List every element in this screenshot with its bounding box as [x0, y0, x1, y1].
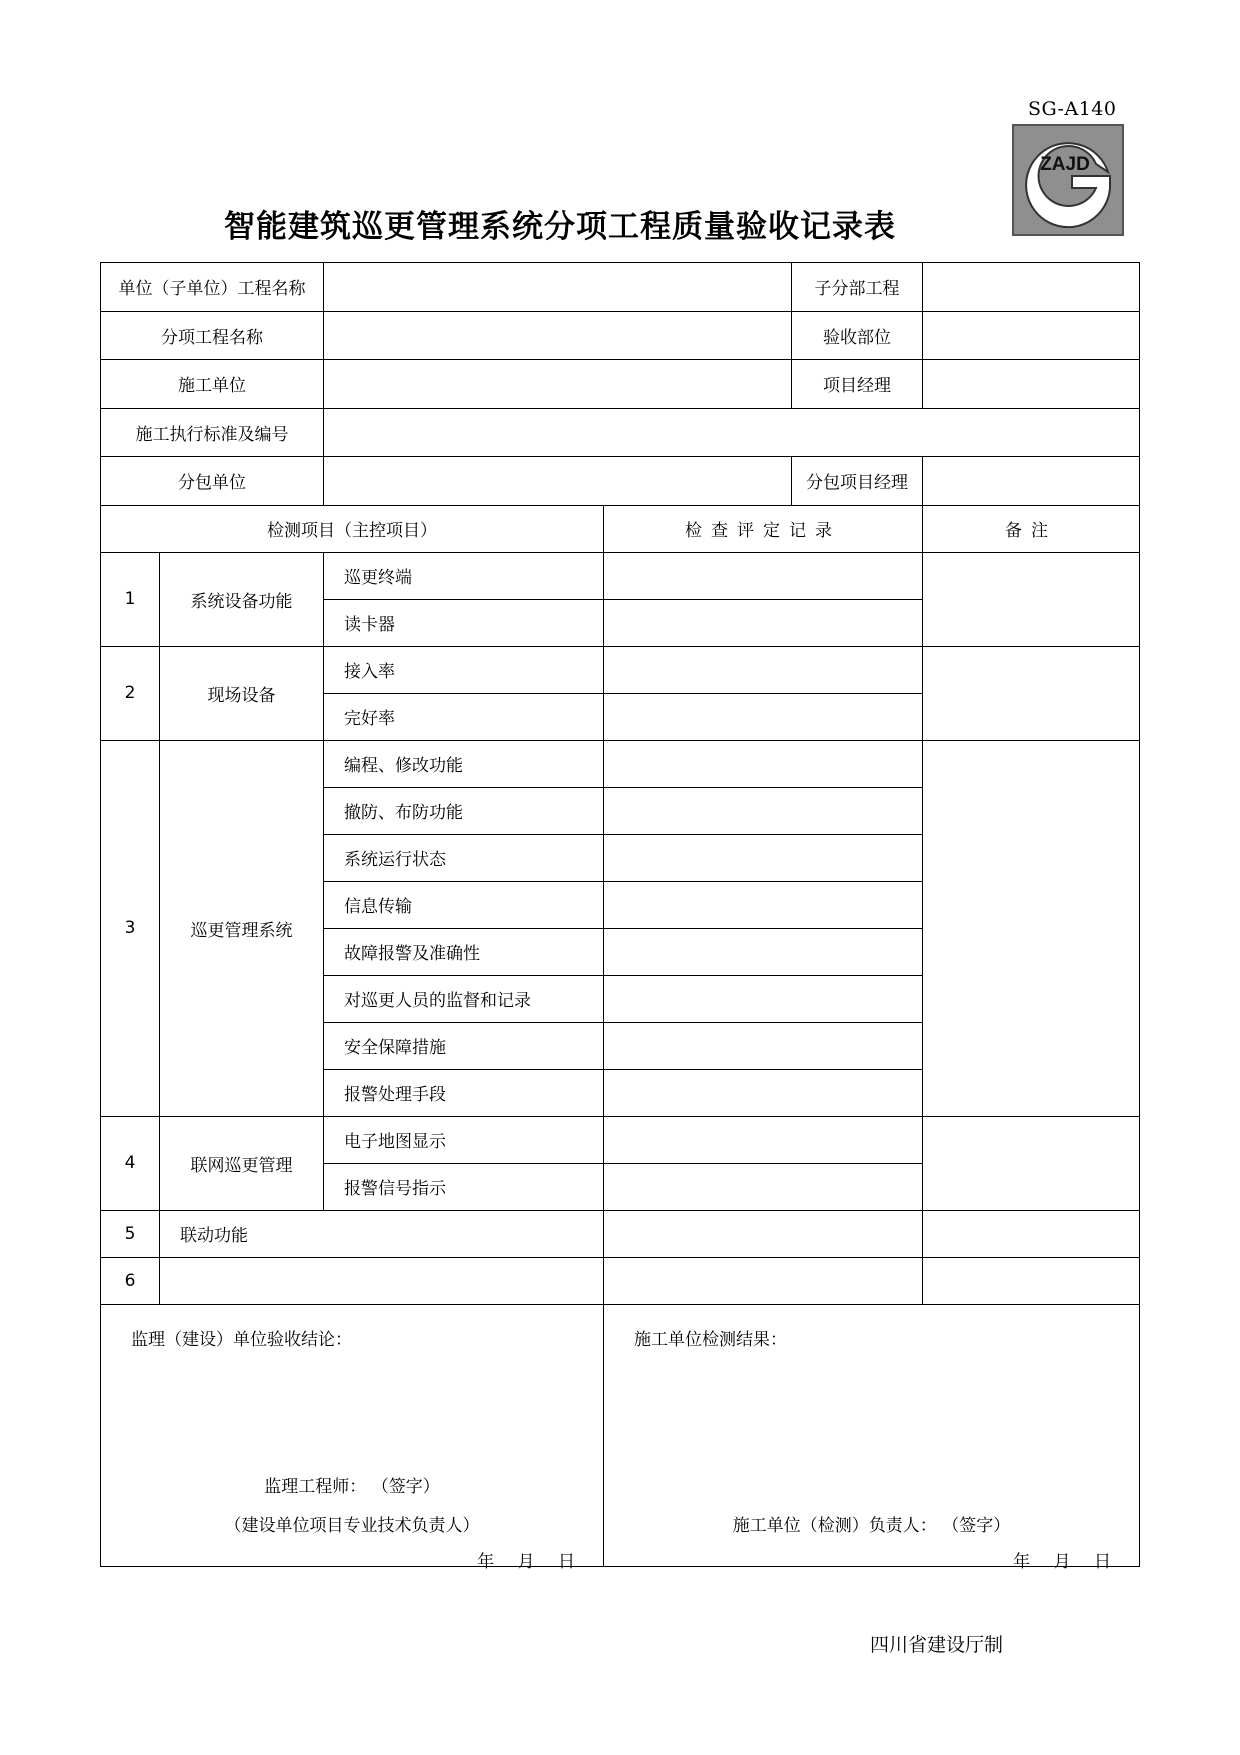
remark-cell[interactable]: [923, 1116, 1140, 1210]
row-number: 5: [101, 1210, 160, 1257]
sub-division-field[interactable]: [923, 263, 1140, 312]
row-number: 6: [101, 1257, 160, 1304]
page-title: 智能建筑巡更管理系统分项工程质量验收记录表: [224, 209, 896, 245]
record-cell[interactable]: [604, 599, 923, 646]
record-cell[interactable]: [604, 552, 923, 599]
sub-item-field[interactable]: [324, 311, 792, 360]
contractor-result-label: 施工单位检测结果：: [634, 1329, 787, 1350]
inspection-item: 编程、修改功能: [324, 740, 604, 787]
sub-pm-field[interactable]: [923, 457, 1140, 506]
remark-cell[interactable]: [923, 646, 1140, 740]
remark-cell[interactable]: [923, 740, 1140, 1116]
contractor-label: 施工单位: [101, 360, 324, 409]
unit-project-field[interactable]: [324, 263, 792, 312]
supervisor-engineer-signature: 监理工程师： （签字）: [264, 1476, 440, 1497]
group-name: 现场设备: [160, 646, 324, 740]
form-code: SG-A140: [1028, 98, 1117, 120]
record-cell[interactable]: [604, 881, 923, 928]
inspection-item: 电子地图显示: [324, 1116, 604, 1163]
group-number: 4: [101, 1116, 160, 1210]
acceptance-record-table: [100, 262, 1140, 1572]
contractor-field[interactable]: [324, 360, 792, 409]
owner-tech-lead-label: （建设单位项目专业技术负责人）: [224, 1515, 480, 1536]
standard-field[interactable]: [324, 408, 1140, 457]
record-cell[interactable]: [604, 646, 923, 693]
subcontractor-label: 分包单位: [101, 457, 324, 506]
standard-label: 施工执行标准及编号: [101, 408, 324, 457]
record-cell[interactable]: [604, 787, 923, 834]
supervisor-date: 年 月 日: [477, 1551, 575, 1572]
group-number: 2: [101, 646, 160, 740]
sub-pm-label: 分包项目经理: [792, 457, 923, 506]
subcontractor-field[interactable]: [324, 457, 792, 506]
contractor-date: 年 月 日: [1013, 1551, 1111, 1572]
inspection-item: 对巡更人员的监督和记录: [324, 975, 604, 1022]
unit-project-label: 单位（子单位）工程名称: [101, 263, 324, 312]
issuer-footer: 四川省建设厅制: [870, 1634, 1004, 1656]
logo-text: ZAJD: [1040, 154, 1090, 175]
record-cell[interactable]: [604, 928, 923, 975]
linkage-function-label: 联动功能: [160, 1210, 604, 1257]
inspection-item: 完好率: [324, 693, 604, 740]
supervisor-conclusion-section[interactable]: [101, 1304, 604, 1572]
inspection-item: 信息传输: [324, 881, 604, 928]
remark-cell[interactable]: [923, 552, 1140, 646]
inspection-item: 报警处理手段: [324, 1069, 604, 1116]
remark-column-header: 备注: [923, 505, 1140, 552]
supervisor-conclusion-label: 监理（建设）单位验收结论：: [131, 1329, 352, 1350]
group-name: 系统设备功能: [160, 552, 324, 646]
inspection-item: 系统运行状态: [324, 834, 604, 881]
inspection-item: 安全保障措施: [324, 1022, 604, 1069]
group-name: 巡更管理系统: [160, 740, 324, 1116]
sub-division-label: 子分部工程: [792, 263, 923, 312]
record-cell[interactable]: [604, 1022, 923, 1069]
inspection-item: 巡更终端: [324, 552, 604, 599]
group-number: 3: [101, 740, 160, 1116]
inspection-item: 故障报警及准确性: [324, 928, 604, 975]
record-cell[interactable]: [604, 1116, 923, 1163]
inspection-item: 报警信号指示: [324, 1163, 604, 1210]
group-name: 联网巡更管理: [160, 1116, 324, 1210]
inspection-item: 撤防、布防功能: [324, 787, 604, 834]
contractor-result-section[interactable]: [604, 1304, 1140, 1572]
inspection-item: 读卡器: [324, 599, 604, 646]
remark-cell[interactable]: [923, 1210, 1140, 1257]
record-cell[interactable]: [604, 975, 923, 1022]
project-manager-field[interactable]: [923, 360, 1140, 409]
project-manager-label: 项目经理: [792, 360, 923, 409]
remark-cell[interactable]: [923, 1257, 1140, 1304]
sub-item-label: 分项工程名称: [101, 311, 324, 360]
group-number: 1: [101, 552, 160, 646]
blank-item-cell[interactable]: [160, 1257, 604, 1304]
record-cell[interactable]: [604, 740, 923, 787]
items-column-header: 检测项目（主控项目）: [101, 505, 604, 552]
inspection-item: 接入率: [324, 646, 604, 693]
record-cell[interactable]: [604, 1210, 923, 1257]
record-cell[interactable]: [604, 1257, 923, 1304]
record-column-header: 检查评定记录: [604, 505, 923, 552]
record-cell[interactable]: [604, 1163, 923, 1210]
record-cell[interactable]: [604, 693, 923, 740]
record-cell[interactable]: [604, 1069, 923, 1116]
acceptance-part-label: 验收部位: [792, 311, 923, 360]
contractor-lead-signature: 施工单位（检测）负责人： （签字）: [732, 1515, 1011, 1536]
acceptance-part-field[interactable]: [923, 311, 1140, 360]
record-cell[interactable]: [604, 834, 923, 881]
